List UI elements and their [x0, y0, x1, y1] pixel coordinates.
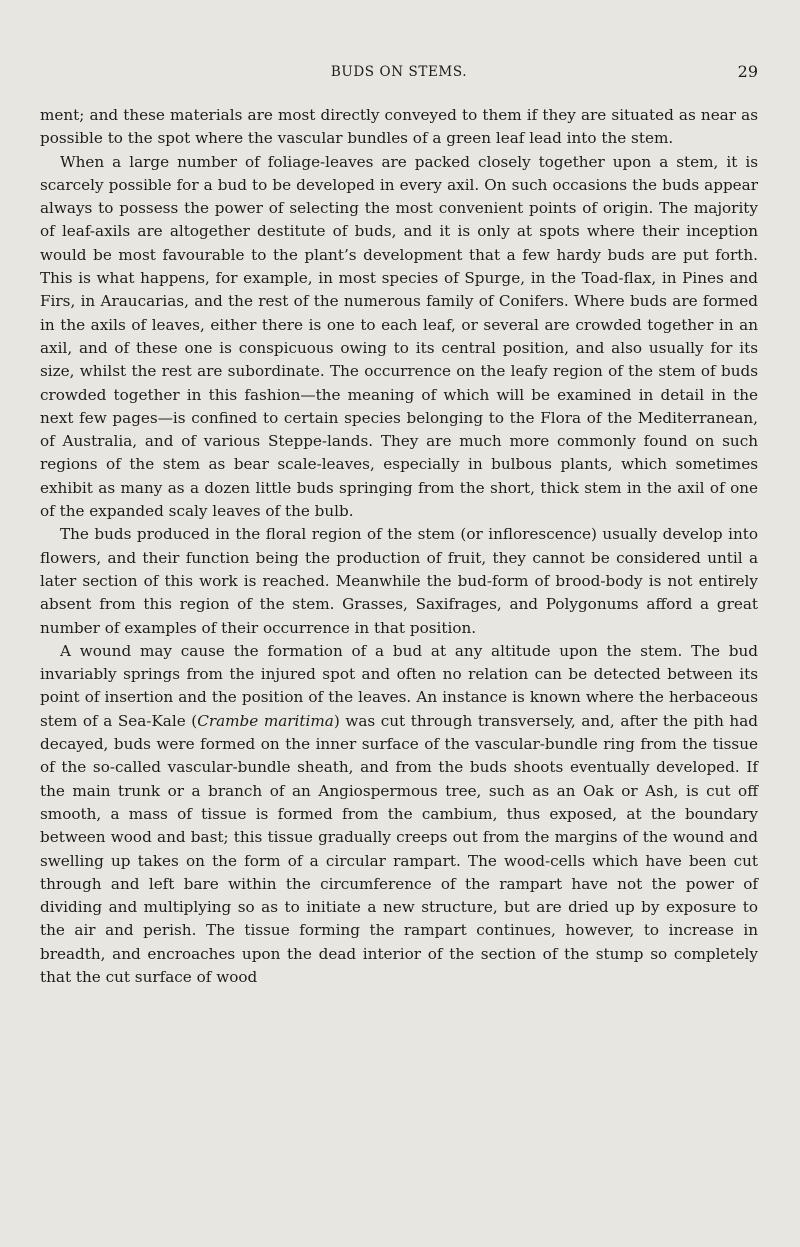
running-head [40, 62, 758, 84]
running-title: BUDS ON STEMS. [330, 64, 468, 80]
paragraph-wound-text-end: ) was cut through transversely, and, after the pith had decayed, buds were formed on the inner surface of the vascular-bundle ring from the tissue of the so-called vascular-bundle sheath, and from the buds shoots eventually developed. If the main trunk or a branch of an Angiospermous tree, such as an Oak or Ash, is cut off smooth, a mass of tissue is formed from the cambium, thus exposed, at the boundary between wood and bast; this tissue gradually creeps out from the margins of the wound and swelling up takes on the form of a circular rampart. The wood-cells which have been cut through and left bare within the circumference of the rampart have not the power of dividing and multiplying so as to initiate a new structure, but are dried up by exposure to the air and perish. The tissue forming the rampart continues, however, to increase in breadth, and encroaches upon the dead interior of the section of the stump so completely that the cut surface of wood [40, 711, 758, 986]
body-text [40, 104, 758, 989]
paragraph-wound-text-start: A wound may cause the formation of a bud at any altitude upon the stem. The bud invariably springs from the injured spot and often no relation can be detected between its point of insertion and the position of the leaves. An instance is known where the herbaceous stem of a Sea-Kale ( [40, 641, 758, 730]
paragraph-wound-buds [40, 640, 758, 989]
paragraph-continued: ment; and these materials are most directly conveyed to them if they are situated as near as possible to the spot where the vascular bundles of a green leaf lead into the stem. [40, 106, 758, 148]
paragraph-buds-in-axils: When a large number of foliage-leaves are packed closely together upon a stem, it is scarcely possible for a bud to be developed in every axil. On such occasions the buds appear always to possess the power of selecting the most convenient points of origin. The majority of leaf-axils are altogether destitute of buds, and it is only at spots where their inception would be most favourable to the plant’s development that a few hardy buds are put forth. This is what happens, for example, in most species of Spurge, in the Toad-flax, in Pines and Firs, in Araucarias, and the rest of the numerous family of Conifers. Where buds are formed in the axils of leaves, either there is one to each leaf, or several are crowded together in an axil, and of these one is conspicuous owing to its central position, and also usually for its size, whilst the rest are subordinate. The occurrence on the leafy region of the stem of buds crowded together in this fashion—the meaning of which will be examined in detail in the next few pages—is confined to certain species belonging to the Flora of the Mediterranean, of Australia, and of various Steppe-lands. They are much more commonly found on such regions of the stem as bear scale-leaves, especially in bulbous plants, which sometimes exhibit as many as a dozen little buds springing from the short, thick stem in the axil of one of the expanded scaly leaves of the bulb. [40, 152, 758, 521]
paragraph-floral-region: The buds produced in the floral region of the stem (or inflorescence) usually develop into flowers, and their function being the production of fruit, they cannot be considered until a later section of this work is reached. Meanwhile the bud-form of brood-body is not entirely absent from this region of the stem. Grasses, Saxifrages, and Polygonums afford a great number of examples of their occurrence in that position. [40, 525, 758, 637]
species-name-italic: Crambe maritima [197, 711, 334, 730]
page-number: 29 [737, 62, 758, 81]
